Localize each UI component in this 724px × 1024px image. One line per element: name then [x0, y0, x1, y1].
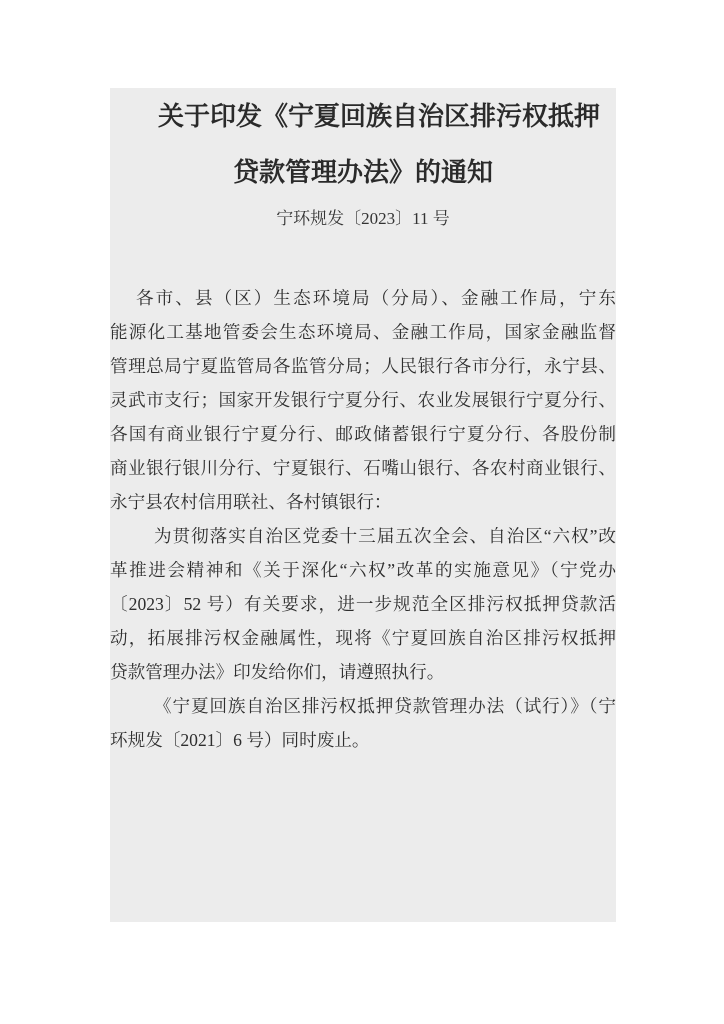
document-title-line-1: 关于印发《宁夏回族自治区排污权抵押	[157, 102, 600, 132]
addressee-line: 管理总局宁夏监管局各监管分局；人民银行各市分行，永宁县、	[110, 356, 616, 376]
addressee-line: 各市、县（区）生态环境局（分局）、金融工作局，宁东	[136, 288, 616, 308]
addressee-line: 能源化工基地管委会生态环境局、金融工作局，国家金融监督	[110, 322, 616, 342]
paragraph-1-line: 贷款管理办法》印发给你们，请遵照执行。	[110, 662, 445, 682]
document-title-line-2: 贷款管理办法》的通知	[232, 158, 493, 188]
document-page	[110, 88, 616, 922]
paragraph-2-line: 环规发〔2021〕6 号）同时废止。	[110, 730, 370, 750]
document-number: 宁环规发〔2023〕11 号	[276, 209, 450, 228]
addressee-line: 灵武市支行；国家开发银行宁夏分行、农业发展银行宁夏分行、	[110, 390, 616, 410]
paragraph-1-line: 〔2023〕52 号）有关要求，进一步规范全区排污权抵押贷款活	[110, 594, 616, 614]
addressee-line: 商业银行银川分行、宁夏银行、石嘴山银行、各农村商业银行、	[110, 458, 616, 478]
addressee-line: 各国有商业银行宁夏分行、邮政储蓄银行宁夏分行、各股份制	[110, 424, 616, 444]
addressee-line: 永宁县农村信用联社、各村镇银行：	[110, 492, 392, 512]
paragraph-1-line: 动，拓展排污权金融属性，现将《宁夏回族自治区排污权抵押	[110, 628, 616, 648]
paragraph-1-line: 为贯彻落实自治区党委十三届五次全会、自治区“六权”改	[154, 526, 616, 546]
paragraph-2-line: 《宁夏回族自治区排污权抵押贷款管理办法（试行）》（宁	[154, 696, 616, 716]
paragraph-1-line: 革推进会精神和《关于深化“六权”改革的实施意见》（宁党办	[110, 560, 616, 580]
